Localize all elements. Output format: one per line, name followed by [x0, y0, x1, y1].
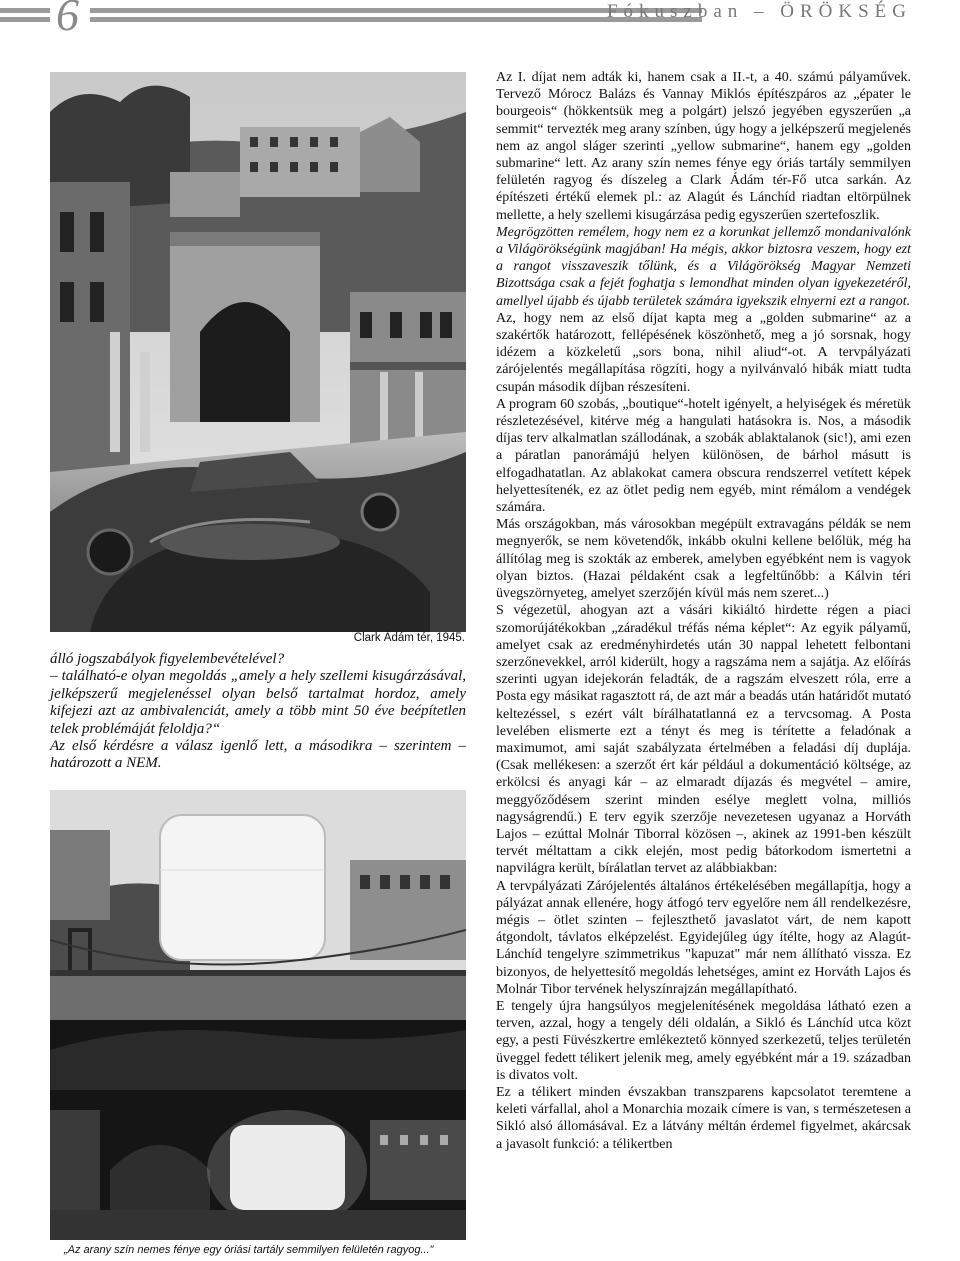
- paragraph: Az első kérdésre a válasz igenlő lett, a másodikra – szerintem – határozott a NEM.: [50, 738, 466, 772]
- paragraph: – található-e olyan megoldás „amely a hely szellemi kisugárzásával, jelképszerű megjelenéssel olyan belső tartalmat hordoz, amely kifejezi azt az ambivalenciát, amely a több mint 50 éve beépítetlen telek problémáját feloldja?“: [50, 668, 466, 737]
- paragraph: Ez a télikert minden évszakban transzparens kapcsolatot teremtene a keleti várfallal, ahol a Monarchia mozaik címere is van, s természetesen a Sikló alsó állomásával. Ez a látvány méltán érdemel figyelmet, akárcsak a javasolt funkció: a télikertben: [496, 1084, 911, 1152]
- photo-caption: Clark Ádám tér, 1945.: [353, 632, 465, 644]
- page-header: [0, 0, 960, 40]
- historic-photo-clark-adam-ter: [50, 72, 466, 632]
- design-rendering-photo: [50, 790, 466, 1240]
- page-number: 6: [56, 0, 79, 40]
- paragraph: E tengely újra hangsúlyos megjelenítésének megoldása látható ezen a terven, azzal, hogy a tengely déli oldalán, a Sikló és Lánchíd utca közt egy, a pesti Füvészkertre emlékeztető könnyed szerkezetű, teljes területén üveggel fedett télikert jelenik meg, amely egyébként már a 19. században is divatos volt.: [496, 998, 911, 1083]
- header-rule: [0, 8, 50, 13]
- right-column-text: [496, 69, 911, 1153]
- photo-caption: „Az arany szín nemes fénye egy óriási tartály semmilyen felületén ragyog...”: [64, 1244, 434, 1256]
- paragraph: álló jogszabályok figyelembevételével?: [50, 651, 285, 667]
- rendering-illustration: [50, 790, 466, 1240]
- paragraph: S végezetül, ahogyan azt a vásári kikiáltó hirdette régen a piaci szomorújátékokban „záradékul tréfás néma képlet“: Az egyik pályamű, amelyet csak az eredményhirdetés után 30 nappal lehetett felbontani szerzőnevekkel, arról kiderült, hogy a ragszáma nem a sajátja. Az előírás szerinti ugyan idejekorán feladták, de a ragszám elveszett róla, erre a Posta egy másikat ragasztott rá, de azt már a beadás után határidőt mutató keltezéssel, s ezért vált bírálhatatlanná ez a tervcsomag. A Posta levelében elismerte ezt a tényt és meg is térítette a feladónak a maximumot, ami saját szabályzata értelmében a feladási díj duplája. (Csak mellékesen: a szerzőt ért kár például a dokumentáció költsége, az erkölcsi és anyagi kár – az elmaradt díjazás és megvétel – amire, meggyőződésem szerint minden esélye meglett volna, milliós nagyságrendű.) E terv egyik szerzője nevezetesen ugyanaz a Horváth Lajos – ezúttal Molnár Tiborral közösen –, akinek az 1991-ben készült tervét méltattam a cikk elején, most pedig bátorkodom ismertetni a napvilágra került, bírálatlan tervet az alábbiakban:: [496, 603, 911, 877]
- paragraph: A program 60 szobás, „boutique“-hotelt igényelt, a helyiségek és méretük részletezésével, kitérve még a hangulati hatásokra is. Nos, a második díjas terv alkalmatlan szállodának, a szobák ablaktalanok (sic!), ami ezen a páratlan panorámájú helyen különösen, de bárhol másutt is elfogadhatatlan. Az ablakokat camera obscura rendszerrel vetített képek helyettesítenék, ez az ötlet pedig nem egyéb, mint rémálom a vendégek számára.: [496, 396, 911, 516]
- paragraph: Más országokban, más városokban megépült extravagáns példák se nem megnyerők, se nem követendők, inkább okulni kellene belőlük, még ha állítólag meg is szokták az emberek, amelyben egyébként nem is vagyok olyan biztos. (Hazai példaként csak a legfeltűnőbb: a Kálvin téri üvegszörnyeteg, amelyet szerzőjén kívül más nem szeret...): [496, 517, 911, 602]
- paragraph: Az, hogy nem az első díjat kapta meg a „golden submarine“ az a szakértők határozott, fellépésének köszönhető, meg a jó sorsnak, hogy idézem a közkeletű „sors bona, nihil aliud“-ot. A tervpályázati zárójelentés megállapítása rögzíti, hogy a nyilvánvaló hibák miatt tudta csupán második díjban részesíteni.: [496, 310, 911, 395]
- ruins-photo-illustration: [50, 72, 466, 632]
- paragraph: A tervpályázati Zárójelentés általános értékelésében megállapítja, hogy a pályázat annak ellenére, hogy átfogó terv egyelőre nem áll rendelkezésre, mégis – ötlet szinten – fejleszthető javaslatot várt, de nem kapott átgondolt, távlatos elképzelést. Egyidejűleg úgy ítélte, hogy az Alagút-Lánchíd tengelyre szimmetrikus "kapuzat" már nem állítható vissza. Ez bizonyos, de helyettesítő megoldás lehetséges, amint ez Horváth Lajos és Molnár Tibor tervének helyszínrajzán megállapítható.: [496, 878, 911, 997]
- paragraph: Az I. díjat nem adták ki, hanem csak a II.-t, a 40. számú pályaművek. Tervező Mórocz Balázs és Vannay Miklós építészpáros az „épater le bourgeois“ (hökkentsük meg a polgárt) jelszó jegyében egyszerűen „a semmit“ tervezték meg arany színben, úgy hogy a jelképszerű megjelenés nem az angol sláger szerinti „yellow submarine“, hanem egy „golden submarine“ lett. Az arany szín nemes fénye egy óriás tartály semmilyen felületén ragyog és díszeleg a Clark Ádám tér-Fő utca sarkán. Az építészeti értékű elemek pl.: az Alagút és Lánchíd riadtan eltörpülnek mellette, a hely szellemi kisugárzása pedig egyszerűen szertefoszlik.: [496, 70, 911, 223]
- left-column-text: [50, 651, 466, 773]
- section-title: Fókuszban – ÖRÖKSÉG: [606, 1, 912, 22]
- paragraph: Megrögzötten remélem, hogy nem ez a korunkat jellemző mondanivalónk a Világörökségünk magjában! Ha mégis, akkor biztosra veszem, hogy ezt a rangot visszaveszik tőlünk, és a Világörökség Magyar Nemzeti Bizottsága csak a fejét foghatja s lemondhat minden olyan igyekezetéről, amellyel újabb és újabb területek számára igyekszik elnyerni ezt a rangot.: [496, 224, 911, 309]
- header-rule: [0, 17, 50, 22]
